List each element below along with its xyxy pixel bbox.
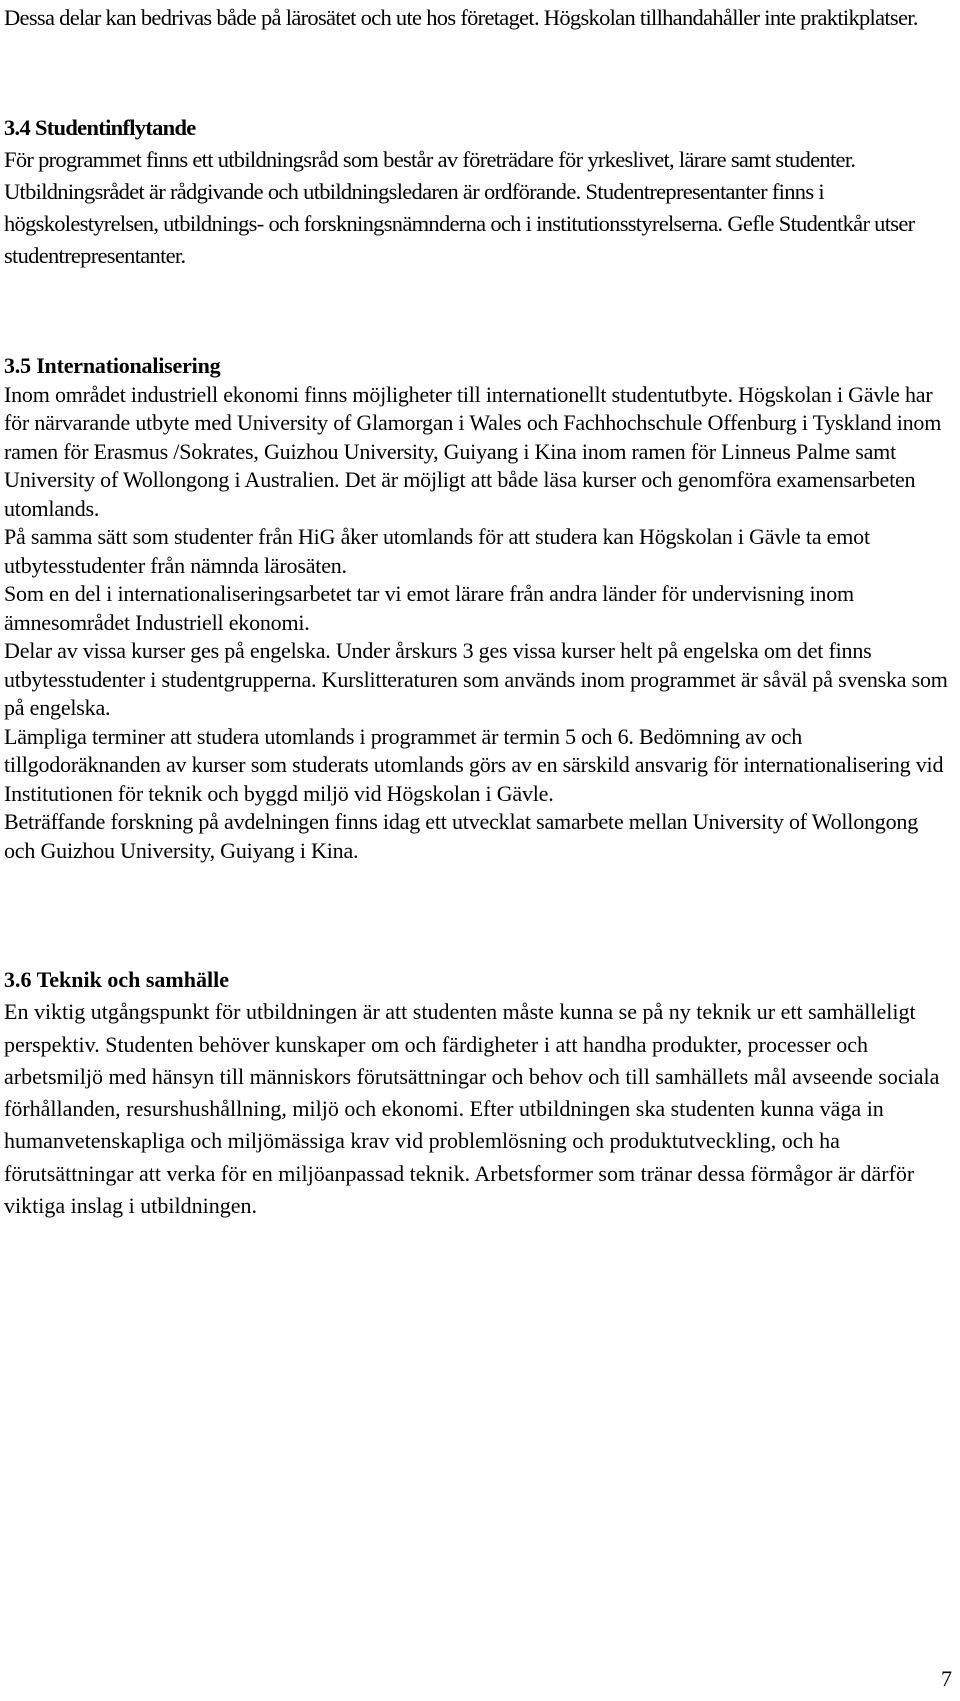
paragraph: Delar av vissa kurser ges på engelska. Under årskurs 3 ges vissa kurser helt på engelska om det finns utbytesstudenter i studentgrupperna. Kurslitteraturen som används inom programmet är såväl på svenska som på engelska. — [4, 638, 948, 720]
section-teknik-och-samhalle — [4, 964, 954, 1222]
section-internationalisering — [4, 352, 954, 865]
section-heading: 3.4 Studentinflytande — [4, 115, 196, 140]
paragraph: Lämpliga terminer att studera utomlands i programmet är termin 5 och 6. Bedömning av och tillgodoräknanden av kurser som studerats utomlands görs av en särskild ansvarig för internationalisering vid Institutionen för teknik och byggd miljö vid Högskolan i Gävle. — [4, 723, 944, 806]
paragraph: På samma sätt som studenter från HiG åker utomlands för att studera kan Högskolan i Gävle ta emot utbytesstudenter från nämnda lärosäten. — [4, 524, 870, 578]
paragraph: Inom området industriell ekonomi finns möjligheter till internationellt studentutbyte. Högskolan i Gävle har för närvarande utbyte med University of Glamorgan i Wales och Fachhochschule Offenburg i Tyskland inom ramen för Erasmus /Sokrates, Guizhou University, Guiyang i Kina inom ramen för Linneus Palme samt University of Wollongong i Australien. Det är möjligt att både läsa kurser och genomföra examensarbeten utomlands. — [4, 381, 942, 521]
paragraph: Som en del i internationaliseringsarbetet tar vi emot lärare från andra länder för undervisning inom ämnesområdet Industriell ekonomi. — [4, 581, 854, 635]
page-number: 7 — [941, 1666, 952, 1691]
section-body: För programmet finns ett utbildningsråd som består av företrädare för yrkeslivet, lärare samt studenter. Utbildningsrådet är rådgivande och utbildningsledaren är ordförande. Studentrepresentanter finns i högskolestyrelsen, utbildnings- och forskningsnämnderna och i institutionsstyrelserna. Gefle Studentkår utser studentrepresentanter. — [4, 147, 915, 268]
intro-paragraph: Dessa delar kan bedrivas både på lärosätet och ute hos företaget. Högskolan tillhandahåller inte praktikplatser. — [4, 5, 918, 30]
paragraph: Beträffande forskning på avdelningen finns idag ett utvecklat samarbete mellan University of Wollongong och Guizhou University, Guiyang i Kina. — [4, 809, 919, 863]
section-heading: 3.6 Teknik och samhälle — [4, 967, 229, 992]
section-body: En viktig utgångspunkt för utbildningen är att studenten måste kunna se på ny teknik ur ett samhälleligt perspektiv. Studenten behöver kunskaper om och färdigheter i att handha produkter, processer och arbetsmiljö med hänsyn till människors förutsättningar och behov och till samhällets mål avseende sociala förhållanden, resurshushållning, miljö och ekonomi. Efter utbildningen ska studenten kunna väga in humanvetenskapliga och miljömässiga krav vid problemlösning och produktutveckling, och ha förutsättningar att verka för en miljöanpassad teknik. Arbetsformer som tränar dessa förmågor är därför viktiga inslag i utbildningen. — [4, 999, 940, 1219]
section-studentinflytande — [4, 112, 954, 272]
section-heading: 3.5 Internationalisering — [4, 353, 221, 378]
